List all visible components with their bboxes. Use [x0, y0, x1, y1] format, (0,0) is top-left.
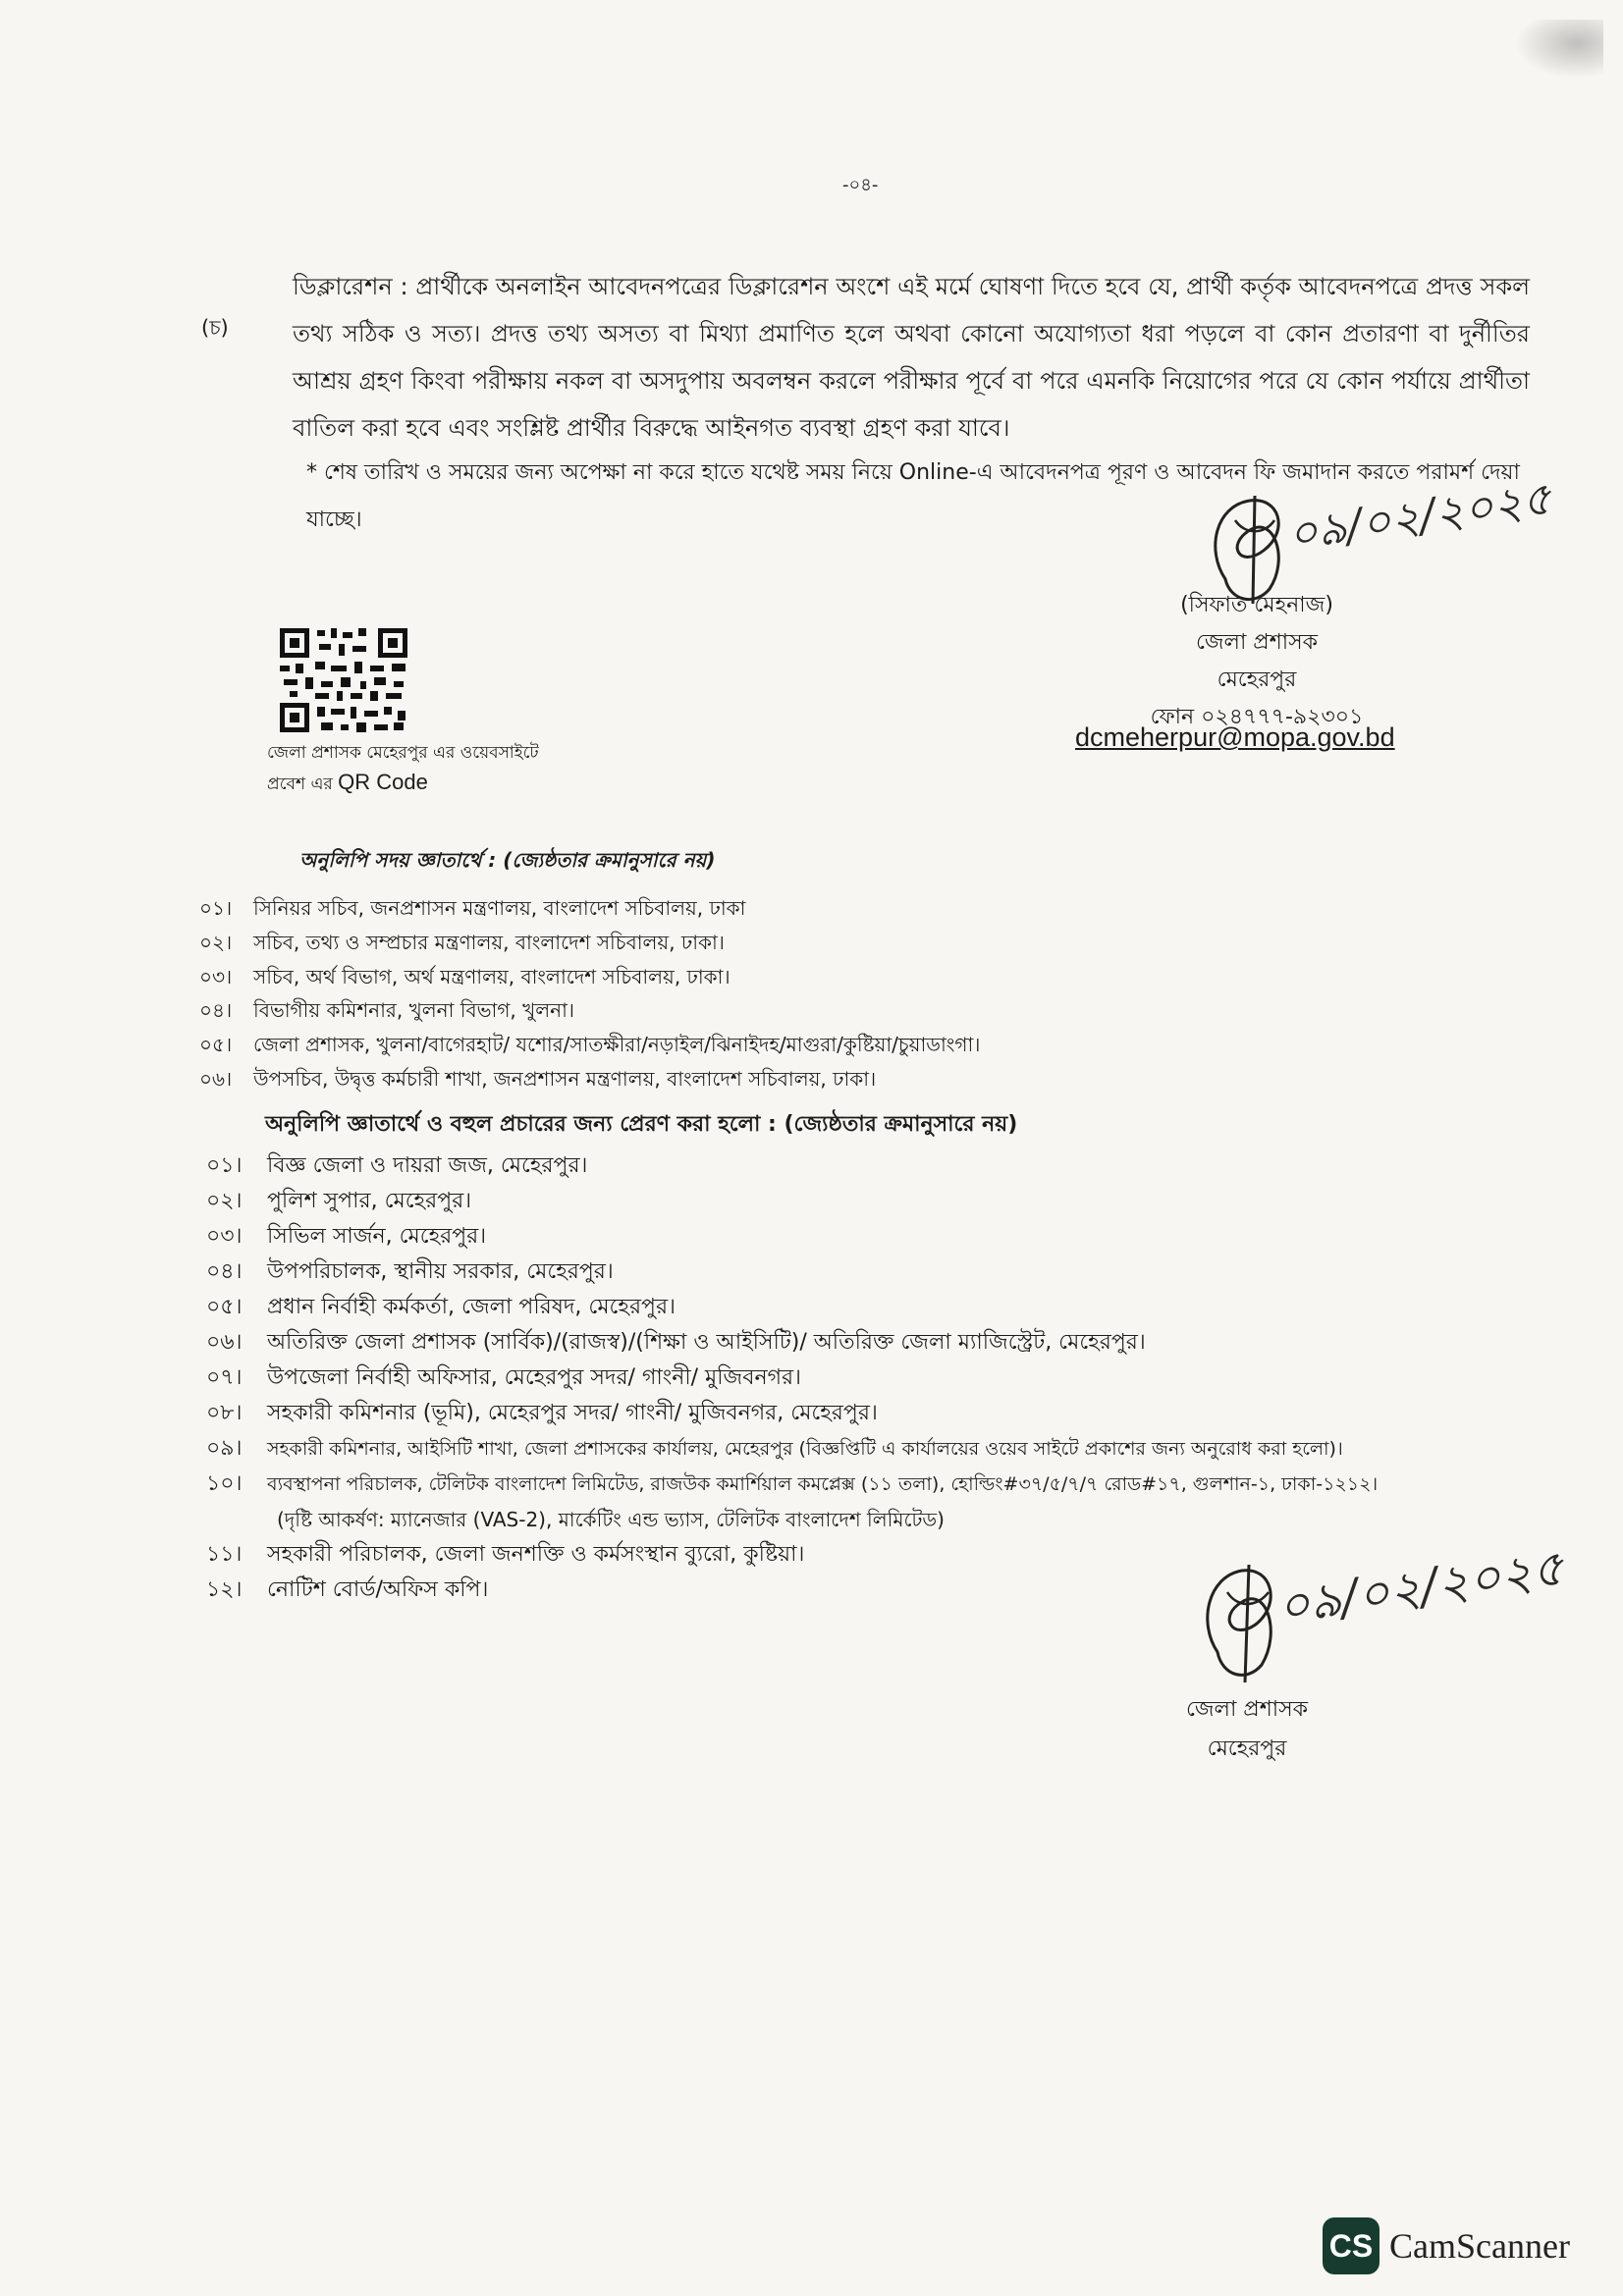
qr-caption-en: QR Code [338, 770, 428, 794]
camscanner-logo-icon: CS [1323, 2217, 1380, 2274]
list-item-text: জেলা প্রশাসক, খুলনা/বাগেরহাট/ যশোর/সাতক্ষীরা/নড়াইল/ঝিনাইদহ/মাগুরা/কুষ্টিয়া/চুয়াডাংগা। [253, 1033, 981, 1057]
officer-block [1109, 587, 1404, 736]
cc-section-2-heading: অনুলিপি জ্ঞাতার্থে ও বহুল প্রচারের জন্য প্রেরণ করা হলো : (জ্যেষ্ঠতার ক্রমানুসারে নয়) [265, 1112, 1018, 1137]
qr-code-icon[interactable] [280, 628, 407, 732]
officer-email[interactable]: dcmeherpur@mopa.gov.bd [1075, 722, 1395, 752]
qr-caption-line1: জেলা প্রশাসক মেহেরপুর এর ওয়েবসাইটে [267, 743, 539, 763]
signature-2-date: ০৯/০২/২০২৫ [1273, 1538, 1568, 1636]
list-item-number: ০৬। [199, 1066, 233, 1091]
list-item-text: সচিব, অর্থ বিভাগ, অর্থ মন্ত্রণালয়, বাংলাদেশ সচিবালয়, ঢাকা। [253, 964, 730, 988]
page-number: -০৪- [842, 175, 879, 195]
officer-title: জেলা প্রশাসক [1195, 630, 1319, 655]
list-item-text: পুলিশ সুপার, মেহেরপুর। [267, 1189, 472, 1213]
list-item-text: উপপরিচালক, স্থানীয় সরকার, মেহেরপুর। [267, 1259, 614, 1284]
list-item-text: প্রধান নির্বাহী কর্মকর্তা, জেলা পরিষদ, মেহেরপুর। [267, 1295, 676, 1319]
list-item-number: ০৬। [206, 1330, 243, 1355]
camscanner-badge [1323, 2216, 1570, 2275]
list-item-text: উপসচিব, উদ্বৃত্ত কর্মচারী শাখা, জনপ্রশাসন মন্ত্রণালয়, বাংলাদেশ সচিবালয়, ঢাকা। [253, 1066, 877, 1091]
list-item-text: বিভাগীয় কমিশনার, খুলনা বিভাগ, খুলনা। [253, 998, 575, 1023]
list-item-text: সচিব, তথ্য ও সম্প্রচার মন্ত্রণালয়, বাংলাদেশ সচিবালয়, ঢাকা। [253, 930, 725, 954]
list-item-text: সহকারী পরিচালক, জেলা জনশক্তি ও কর্মসংস্থান ব্যুরো, কুষ্টিয়া। [267, 1542, 805, 1567]
declaration-clause: ডিক্লারেশন : প্রার্থীকে অনলাইন আবেদনপত্রের ডিক্লারেশন অংশে এই মর্মে ঘোষণা দিতে হবে যে, প্রার্থী কর্তৃক আবেদনপত্রে প্রদত্ত সকল তথ্য সঠিক ও সত্য। প্রদত্ত তথ্য অসত্য বা মিথ্যা প্রমাণিত হলে অথবা কোনো অযোগ্যতা ধরা পড়লে বা কোন প্রতারণা বা দুর্নীতির আশ্রয় গ্রহণ কিংবা পরীক্ষায় নকল বা অসদুপায় অবলম্বন করলে পরীক্ষার পূর্বে বা পরে এমনকি নিয়োগের পরে যে কোন পর্যায়ে প্রার্থীতা বাতিল করা হবে এবং সংশ্লিষ্ট প্রার্থীর বিরুদ্ধে আইনগত ব্যবস্থা গ্রহণ করা যাবে। [293, 273, 1530, 442]
list-item-text: উপজেলা নির্বাহী অফিসার, মেহেরপুর সদর/ গাংনী/ মুজিবনগর। [267, 1365, 801, 1390]
officer-phone: ফোন ০২৪৭৭৭-৯২৩০১ [1150, 705, 1364, 729]
list-item-number: ০২। [199, 930, 233, 954]
list-item-number: ১০। [206, 1471, 243, 1496]
list-item-number: ০২। [206, 1189, 243, 1213]
list-item-text: সহকারী কমিশনার, আইসিটি শাখা, জেলা প্রশাসকের কার্যালয়, মেহেরপুর (বিজ্ঞপ্তিটি এ কার্যালয়ের ওয়েব সাইটে প্রকাশের জন্য অনুরোধ করা হলো)। [267, 1438, 1343, 1460]
clause-number: (চ) [201, 316, 229, 340]
list-item-number: ০৪। [199, 998, 233, 1023]
list-item-text: সিভিল সার্জন, মেহেরপুর। [267, 1224, 487, 1249]
signatory-block [1119, 1690, 1375, 1769]
list-item-number: ০৪। [206, 1259, 243, 1284]
camscanner-name: CamScanner [1389, 2226, 1570, 2266]
list-item-text: নোটিশ বোর্ড/অফিস কপি। [267, 1577, 489, 1602]
list-item-number: ১২। [206, 1577, 243, 1602]
list-item-text: অতিরিক্ত জেলা প্রশাসক (সার্বিক)/(রাজস্ব)/(শিক্ষা ও আইসিটি)/ অতিরিক্ত জেলা ম্যাজিস্ট্রেট, মেহেরপুর। [267, 1330, 1146, 1355]
cc-section-1-heading: অনুলিপি সদয় জ্ঞাতার্থে : (জ্যেষ্ঠতার ক্রমানুসারে নয়) [299, 848, 716, 872]
scan-smudge [1515, 20, 1603, 79]
signatory-title: জেলা প্রশাসক [1185, 1697, 1309, 1722]
list-item-number: ০৫। [199, 1033, 233, 1057]
list-item-text: ব্যবস্থাপনা পরিচালক, টেলিটক বাংলাদেশ লিমিটেড, রাজউক কমার্শিয়াল কমপ্লেক্স (১১ তলা), হোল্ডিং#৩৭/৫/৭/৭ রোড#১৭, গুলশান-১, ঢাকা-১২১২। [267, 1473, 1379, 1495]
list-item-number: ০৮। [206, 1401, 243, 1425]
officer-district: মেহেরপুর [1217, 667, 1297, 692]
list-item-number: ০১। [206, 1153, 243, 1178]
list-item-number: ০৭। [206, 1365, 243, 1390]
qr-caption-prefix: প্রবেশ এর [267, 774, 333, 794]
list-item-subtext: (দৃষ্টি আকর্ষণ: ম্যানেজার (VAS-2), মার্কেটিং এন্ড ভ্যাস, টেলিটক বাংলাদেশ লিমিটেড) [277, 1508, 945, 1531]
signatory-district: মেহেরপুর [1207, 1736, 1287, 1761]
list-item-text: বিজ্ঞ জেলা ও দায়রা জজ, মেহেরপুর। [267, 1153, 588, 1178]
qr-caption [267, 738, 539, 799]
list-item-number: ০৫। [206, 1295, 243, 1319]
list-item-number: ০৩। [199, 964, 233, 988]
list-item-number: ০১। [199, 896, 233, 920]
list-item-text: সিনিয়র সচিব, জনপ্রশাসন মন্ত্রণালয়, বাংলাদেশ সচিবালয়, ঢাকা [253, 896, 746, 920]
list-item-text: সহকারী কমিশনার (ভূমি), মেহেরপুর সদর/ গাংনী/ মুজিবনগর, মেহেরপুর। [267, 1401, 878, 1425]
deadline-note: * শেষ তারিখ ও সময়ের জন্য অপেক্ষা না করে হাতে যথেষ্ট সময় নিয়ে Online-এ আবেদনপত্র পূরণ ও আবেদন ফি জমাদান করতে পরামর্শ দেয়া যাচ্ছে। [306, 460, 1520, 532]
list-item-number: ১১। [206, 1542, 243, 1567]
officer-name: (সিফাত মেহনাজ) [1180, 593, 1333, 617]
list-item-number: ০৩। [206, 1224, 243, 1249]
list-item-number: ০৯। [206, 1436, 243, 1461]
signature-1-date: ০৯/০২/২০২৫ [1284, 471, 1555, 561]
